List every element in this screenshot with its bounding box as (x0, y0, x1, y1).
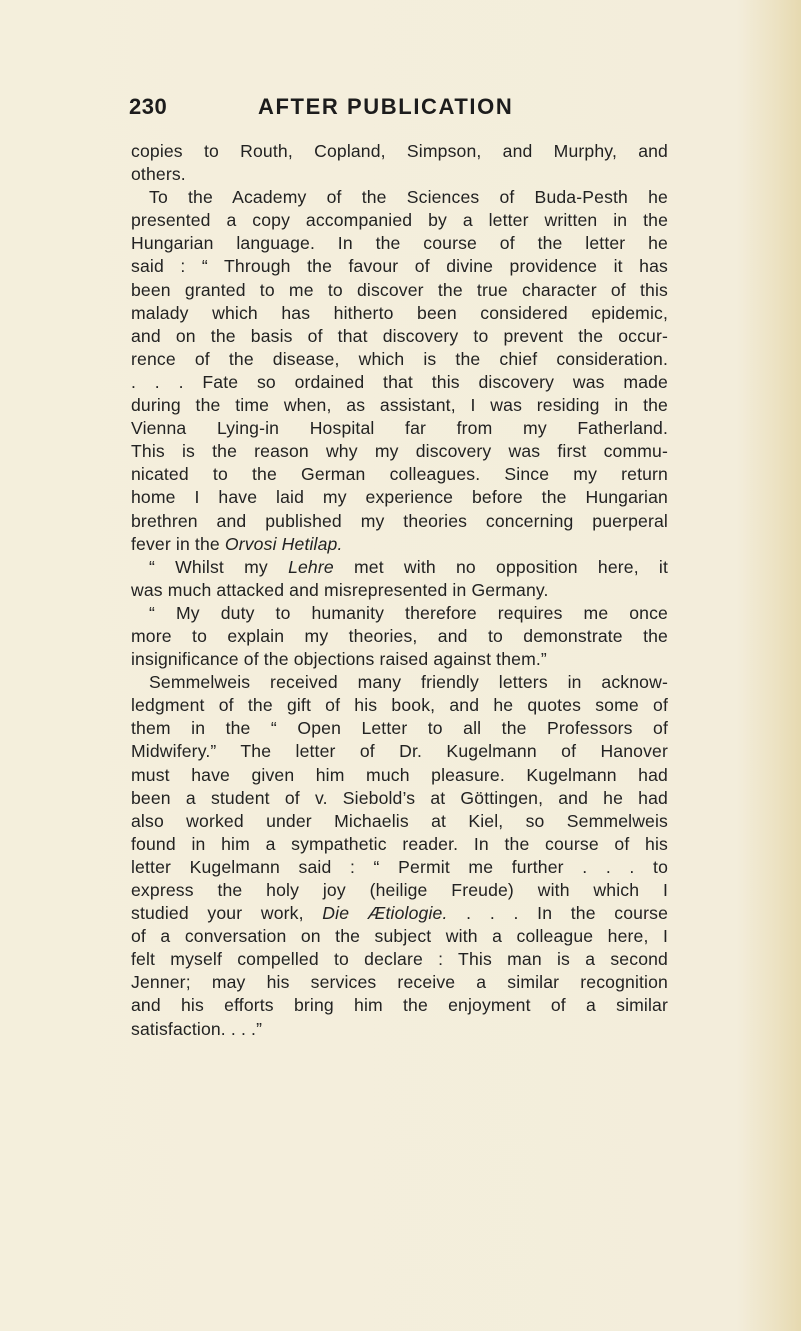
text-line: during the time when, as assistant, I was residing in the (131, 395, 668, 416)
text-line: Hungarian language. In the course of the letter he (131, 233, 668, 254)
text-line: also worked under Michaelis at Kiel, so Semmelweis (131, 810, 668, 831)
page-number: 230 (129, 94, 168, 119)
text-line: malady which has hitherto been considered epidemic, (131, 302, 668, 323)
text-line: said : “ Through the favour of divine providence it has (131, 256, 668, 277)
text-line: found in him a sympathetic reader. In the course of his (131, 833, 668, 854)
text-line (131, 533, 668, 556)
text-line: Semmelweis received many friendly letters in acknow- (149, 672, 668, 693)
text-fragment: studied your work, (131, 903, 304, 924)
text-line: must have given him much pleasure. Kugelmann had (131, 764, 668, 785)
body-text (131, 140, 668, 1041)
text-line: letter Kugelmann said : “ Permit me further . . . to (131, 856, 668, 877)
text-line: of a conversation on the subject with a colleague here, I (131, 926, 668, 947)
text-line: satisfaction. . . .” (131, 1018, 263, 1039)
text-line: nicated to the German colleagues. Since my return (131, 464, 668, 485)
text-line: This is the reason why my discovery was first commu- (131, 441, 668, 462)
text-line: . . . Fate so ordained that this discovery was made (131, 371, 668, 392)
text-line: To the Academy of the Sciences of Buda-Pesth he (149, 187, 668, 208)
text-line: brethren and published my theories concerning puerperal (131, 510, 668, 531)
text-line: ledgment of the gift of his book, and he quotes some of (131, 695, 668, 716)
text-fragment: “ Whilst my (149, 556, 268, 577)
text-line: more to explain my theories, and to demonstrate the (131, 625, 668, 646)
running-head: AFTER PUBLICATION (258, 94, 514, 119)
text-fragment: met with no opposition here, it (353, 556, 668, 577)
text-line: Vienna Lying-in Hospital far from my Fatherland. (131, 418, 668, 439)
page-header (129, 94, 669, 124)
text-line: insignificance of the objections raised against them.” (131, 649, 547, 670)
emphasis-lehre: Lehre (288, 556, 334, 577)
text-line (131, 902, 668, 925)
text-line: and on the basis of that discovery to prevent the occur- (131, 325, 668, 346)
book-title: Die Ætiologie. (322, 903, 448, 924)
text-line: felt myself compelled to declare : This man is a second (131, 949, 668, 970)
text-line: Midwifery.” The letter of Dr. Kugelmann of Hanover (131, 741, 668, 762)
text-line: express the holy joy (heilige Freude) with which I (131, 880, 668, 900)
text-line: “ My duty to humanity therefore requires me once (149, 602, 668, 623)
text-line: been granted to me to discover the true character of this (131, 279, 668, 300)
text-line: and his efforts bring him the enjoyment of a similar (131, 995, 668, 1016)
text-line: copies to Routh, Copland, Simpson, and Murphy, and (131, 141, 668, 161)
text-line: Jenner; may his services receive a similar recognition (131, 972, 668, 993)
text-fragment: . . . In the course (466, 903, 669, 924)
journal-title: Orvosi Hetilap. (224, 533, 343, 554)
text-fragment: fever in the (131, 533, 220, 554)
text-line: presented a copy accompanied by a letter written in the (131, 210, 668, 231)
text-line: rence of the disease, which is the chief consideration. (131, 348, 668, 369)
text-line: been a student of v. Siebold’s at Göttingen, and he had (131, 787, 668, 808)
text-line: them in the “ Open Letter to all the Professors of (131, 718, 668, 739)
text-line: was much attacked and misrepresented in Germany. (131, 579, 549, 600)
text-line: others. (131, 164, 186, 185)
text-line: home I have laid my experience before the Hungarian (131, 487, 668, 508)
text-line (131, 556, 668, 579)
